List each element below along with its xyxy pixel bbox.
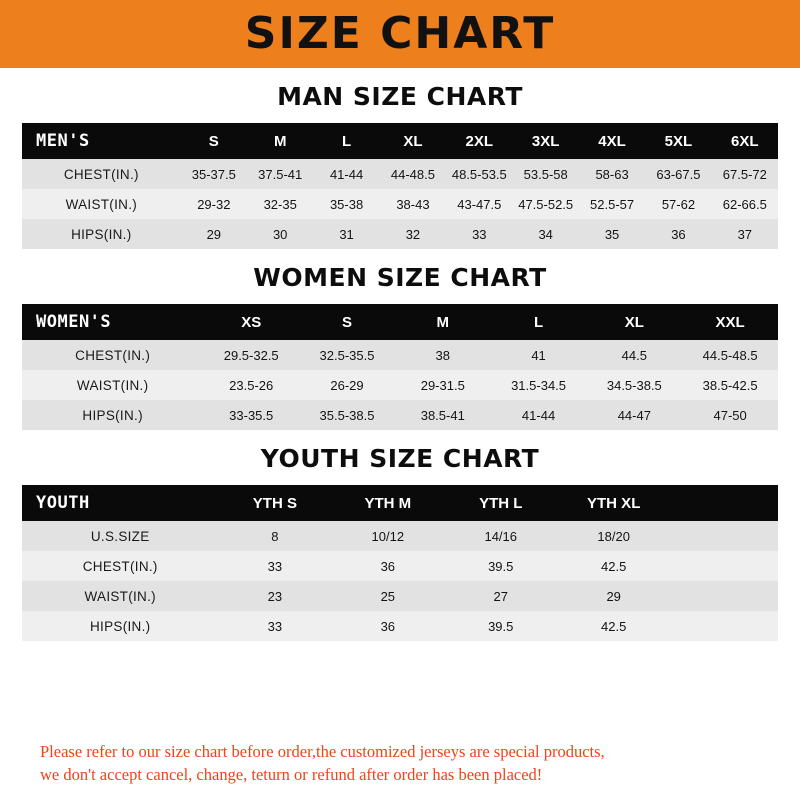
table-cell: 47.5-52.5 xyxy=(518,196,574,212)
table-header-row xyxy=(22,485,778,521)
table-cell-spacer xyxy=(670,521,778,551)
table-cell: 52.5-57 xyxy=(590,196,635,212)
section-title-youth: YOUTH SIZE CHART xyxy=(260,444,540,473)
column-header: S xyxy=(341,313,352,331)
women-table-header xyxy=(22,304,778,340)
man-table-body xyxy=(22,159,778,249)
column-header: 4XL xyxy=(598,132,626,150)
column-header: 3XL xyxy=(531,132,560,150)
column-header: YTH S xyxy=(252,494,297,512)
column-header: L xyxy=(341,132,352,150)
table-cell: 58-63 xyxy=(595,166,629,182)
table-row xyxy=(22,189,778,219)
table-row xyxy=(22,400,778,430)
table-cell: 29 xyxy=(606,588,621,604)
table-cell: 35-38 xyxy=(329,196,364,212)
youth-table-header xyxy=(22,485,778,521)
table-cell: 42.5 xyxy=(601,618,627,634)
row-label: WAIST(IN.) xyxy=(65,196,138,212)
row-label: CHEST(IN.) xyxy=(63,166,139,182)
disclaimer-line-1: Please refer to our size chart before order,the customized jerseys are special products, xyxy=(40,742,605,762)
table-cell: 8 xyxy=(271,528,279,544)
table-cell: 31 xyxy=(339,226,354,242)
table-cell: 35.5-38.5 xyxy=(319,407,375,423)
table-cell: 35 xyxy=(604,226,620,242)
youth-size-table xyxy=(22,485,778,641)
table-cell: 32 xyxy=(405,226,421,242)
table-cell: 44-47 xyxy=(617,407,651,423)
table-cell: 43-47.5 xyxy=(457,196,502,212)
column-header: L xyxy=(533,313,544,331)
row-label: U.S.SIZE xyxy=(90,528,150,544)
table-cell: 39.5 xyxy=(488,558,514,574)
table-cell: 62-66.5 xyxy=(722,196,767,212)
table-cell: 41-44 xyxy=(521,407,556,423)
table-cell: 18/20 xyxy=(597,528,630,544)
table-row xyxy=(22,370,778,400)
table-cell: 29-31.5 xyxy=(420,377,465,393)
table-cell: 36 xyxy=(380,618,396,634)
youth-table-body xyxy=(22,521,778,641)
column-header-row-label: MEN'S xyxy=(36,131,90,151)
table-cell: 37.5-41 xyxy=(258,166,303,182)
table-row xyxy=(22,581,778,611)
page-title: SIZE CHART xyxy=(244,8,556,59)
table-cell-spacer xyxy=(670,611,778,641)
row-label: CHEST(IN.) xyxy=(82,558,158,574)
column-header: 2XL xyxy=(465,132,494,150)
table-cell: 41 xyxy=(531,347,546,363)
column-header: 5XL xyxy=(664,132,693,150)
table-cell: 30 xyxy=(272,226,288,242)
row-label: HIPS(IN.) xyxy=(89,618,151,634)
table-cell: 32.5-35.5 xyxy=(319,347,375,363)
table-header-row xyxy=(22,304,778,340)
table-cell: 29-32 xyxy=(197,196,231,212)
table-row xyxy=(22,521,778,551)
disclaimer-line-2: we don't accept cancel, change, teturn or refund after order has been placed! xyxy=(40,764,543,784)
column-header: YTH XL xyxy=(587,494,641,512)
table-cell: 10/12 xyxy=(371,528,405,544)
row-label: CHEST(IN.) xyxy=(75,347,151,363)
table-row xyxy=(22,219,778,249)
row-label: WAIST(IN.) xyxy=(84,588,156,604)
section-youth-size-chart xyxy=(22,444,778,641)
table-cell: 36 xyxy=(380,558,396,574)
table-cell: 38.5-41 xyxy=(420,407,465,423)
table-cell: 27 xyxy=(493,588,508,604)
table-cell: 33 xyxy=(472,226,487,242)
column-header-row-label: WOMEN'S xyxy=(36,312,112,332)
table-cell: 25 xyxy=(380,588,396,604)
section-title-man: MAN SIZE CHART xyxy=(277,82,523,111)
table-cell: 42.5 xyxy=(601,558,627,574)
table-cell-spacer xyxy=(670,581,778,611)
table-cell: 34.5-38.5 xyxy=(606,377,662,393)
footer-disclaimer xyxy=(22,731,778,800)
table-cell: 29.5-32.5 xyxy=(223,347,279,363)
table-cell: 38-43 xyxy=(396,196,430,212)
row-label: HIPS(IN.) xyxy=(82,407,143,423)
table-cell: 39.5 xyxy=(488,618,514,634)
column-header: XL xyxy=(624,313,644,331)
table-cell: 37 xyxy=(737,226,753,242)
table-cell: 34 xyxy=(538,226,553,242)
man-table-header xyxy=(22,123,778,159)
table-row xyxy=(22,340,778,370)
section-women-size-chart xyxy=(22,263,778,430)
column-header: YTH L xyxy=(479,494,523,512)
table-cell: 48.5-53.5 xyxy=(451,166,507,182)
column-header: M xyxy=(436,313,450,331)
column-header-row-label: YOUTH xyxy=(36,493,90,513)
column-header: XXL xyxy=(715,313,745,331)
table-cell: 63-67.5 xyxy=(656,166,701,182)
table-cell: 36 xyxy=(671,226,686,242)
table-cell: 38.5-42.5 xyxy=(702,377,758,393)
table-cell: 53.5-58 xyxy=(523,166,568,182)
table-cell: 33 xyxy=(267,558,283,574)
charts-container xyxy=(0,68,800,800)
column-header: S xyxy=(208,132,219,150)
women-table-body xyxy=(22,340,778,430)
table-cell: 32-35 xyxy=(263,196,297,212)
table-cell: 44.5 xyxy=(621,347,647,363)
table-row xyxy=(22,611,778,641)
column-header: M xyxy=(273,132,287,150)
table-cell: 47-50 xyxy=(713,407,747,423)
table-cell: 29 xyxy=(206,226,222,242)
table-cell: 23.5-26 xyxy=(229,377,274,393)
table-cell: 23 xyxy=(267,588,283,604)
table-cell: 41-44 xyxy=(329,166,364,182)
row-label: HIPS(IN.) xyxy=(71,226,132,242)
column-header-spacer xyxy=(670,485,778,521)
row-label: WAIST(IN.) xyxy=(76,377,149,393)
table-row xyxy=(22,551,778,581)
table-header-row xyxy=(22,123,778,159)
table-cell: 57-62 xyxy=(661,196,696,212)
table-cell: 26-29 xyxy=(330,377,364,393)
table-cell: 33-35.5 xyxy=(229,407,274,423)
table-cell: 38 xyxy=(435,347,450,363)
table-cell: 67.5-72 xyxy=(722,166,767,182)
column-header: 6XL xyxy=(731,132,759,150)
table-cell: 44-48.5 xyxy=(390,166,435,182)
column-header: XS xyxy=(241,313,262,331)
table-cell-spacer xyxy=(670,551,778,581)
header-banner xyxy=(0,0,800,68)
table-cell: 44.5-48.5 xyxy=(702,347,758,363)
women-size-table xyxy=(22,304,778,430)
man-size-table xyxy=(22,123,778,249)
table-cell: 31.5-34.5 xyxy=(511,377,567,393)
section-title-women: WOMEN SIZE CHART xyxy=(253,263,547,292)
table-row xyxy=(22,159,778,189)
table-cell: 14/16 xyxy=(484,528,518,544)
table-cell: 33 xyxy=(267,618,283,634)
column-header: XL xyxy=(403,132,423,150)
column-header: YTH M xyxy=(364,494,412,512)
section-man-size-chart xyxy=(22,82,778,249)
table-cell: 35-37.5 xyxy=(191,166,236,182)
